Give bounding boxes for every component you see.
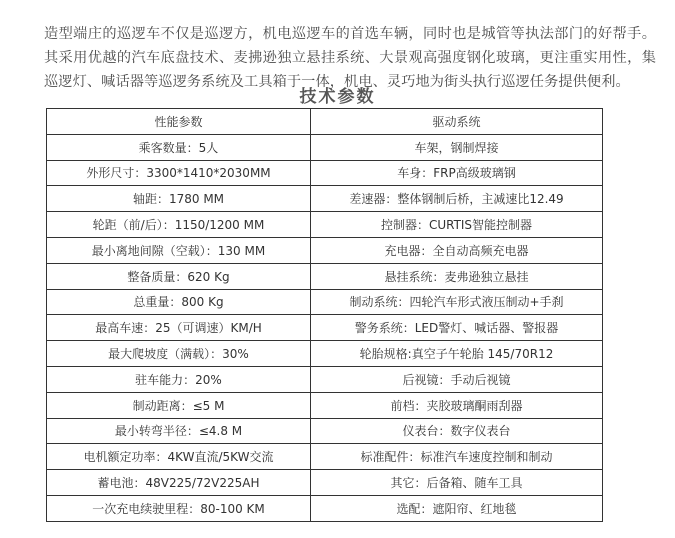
spec-cell-drive: 制动系统：四轮汽车形式液压制动+手刹 (311, 289, 603, 315)
spec-cell-drive: 充电器：全自动高频充电器 (311, 237, 603, 263)
spec-cell-drive: 选配：遮阳帘、红地毯 (311, 495, 603, 521)
table-row (47, 418, 603, 444)
spec-cell-performance: 蓄电池：48V225/72V225AH (47, 470, 311, 496)
spec-cell-performance: 轴距：1780 MM (47, 186, 311, 212)
spec-cell-performance: 最大爬坡度（满载）：30% (47, 341, 311, 367)
table-row (47, 315, 603, 341)
spec-cell-performance: 整备质量：620 Kg (47, 263, 311, 289)
table-row (47, 366, 603, 392)
spec-cell-drive: 悬挂系统：麦弗逊独立悬挂 (311, 263, 603, 289)
table-row (47, 160, 603, 186)
spec-cell-drive: 轮胎规格:真空子午轮胎 145/70R12 (311, 341, 603, 367)
spec-cell-performance: 轮距（前/后）：1150/1200 MM (47, 212, 311, 238)
spec-cell-drive: 后视镜：手动后视镜 (311, 366, 603, 392)
spec-cell-drive: 标准配件：标准汽车速度控制和制动 (311, 444, 603, 470)
spec-table (46, 108, 603, 522)
table-row (47, 470, 603, 496)
intro-paragraph: 造型端庄的巡逻车不仅是巡逻方，机电巡逻车的首选车辆，同时也是城管等执法部门的好帮手。其采用优越的汽车底盘技术、麦拂逊独立悬挂系统、大景观高强度钢化玻璃，更注重实用性，集巡逻灯、喊话器等巡逻务系统及工具箱于一体，机电、灵巧地为街头执行巡逻任务提供便利。 (44, 26, 656, 91)
spec-cell-performance: 最小转弯半径：≤4.8 M (47, 418, 311, 444)
spec-cell-performance: 最高车速：25（可调速）KM/H (47, 315, 311, 341)
section-title: 技术参数 (299, 87, 376, 107)
table-row (47, 392, 603, 418)
table-row (47, 444, 603, 470)
table-row (47, 134, 603, 160)
table-row (47, 341, 603, 367)
spec-cell-performance: 总重量：800 Kg (47, 289, 311, 315)
spec-cell-performance: 电机额定功率：4KW直流/5KW交流 (47, 444, 311, 470)
spec-cell-performance: 外形尺寸：3300*1410*2030MM (47, 160, 311, 186)
spec-cell-performance: 驻车能力：20% (47, 366, 311, 392)
table-row (47, 289, 603, 315)
spec-cell-performance: 制动距离：≤5 M (47, 392, 311, 418)
table-row (47, 212, 603, 238)
spec-cell-drive: 其它：后备箱、随车工具 (311, 470, 603, 496)
table-row (47, 495, 603, 521)
table-row (47, 237, 603, 263)
table-row (47, 186, 603, 212)
table-header-row (47, 109, 603, 135)
spec-cell-drive: 控制器：CURTIS智能控制器 (311, 212, 603, 238)
spec-cell-drive: 警务系统：LED警灯、喊话器、警报器 (311, 315, 603, 341)
spec-cell-drive: 车身：FRP高级玻璃钢 (311, 160, 603, 186)
spec-cell-performance: 乘客数量：5人 (47, 134, 311, 160)
table-row (47, 263, 603, 289)
spec-cell-performance: 最小离地间隙（空载）：130 MM (47, 237, 311, 263)
spec-cell-drive: 仪表台：数字仪表台 (311, 418, 603, 444)
spec-cell-drive: 驱动系统 (311, 109, 603, 135)
spec-cell-performance: 一次充电续驶里程：80-100 KM (47, 495, 311, 521)
spec-cell-performance: 性能参数 (47, 109, 311, 135)
spec-cell-drive: 车架，钢制焊接 (311, 134, 603, 160)
spec-cell-drive: 前档：夹胶玻璃酮雨刮器 (311, 392, 603, 418)
spec-cell-drive: 差速器：整体钢制后桥，主减速比12.49 (311, 186, 603, 212)
